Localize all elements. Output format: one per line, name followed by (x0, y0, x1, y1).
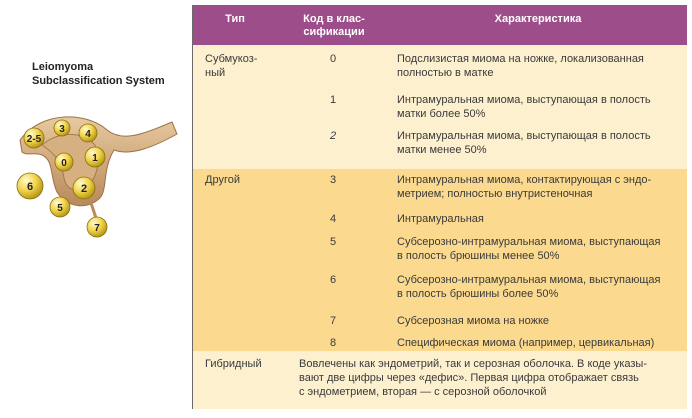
code-3: 3 (329, 174, 337, 186)
code-6: 6 (329, 274, 337, 286)
fibroid-label-2 (73, 177, 95, 199)
svg-text:0: 0 (61, 158, 67, 169)
classification-table (192, 5, 687, 409)
fibroid-label-4 (79, 124, 97, 142)
header-code: Код в клас- сификации (303, 13, 365, 38)
svg-text:2: 2 (80, 183, 88, 195)
desc-3: Интрамуральная миома, контактирующая с эндо- метрием; полностью внутристеночная (397, 174, 652, 200)
type-submucous: Субмукоз- ный (205, 53, 258, 79)
code-1: 1 (329, 94, 337, 106)
header-characteristic: Характеристика (494, 13, 582, 25)
header-type: Тип (225, 13, 245, 25)
desc-6: Субсерозно-интрамуральная миома, выступающая в полость брюшины более 50% (397, 274, 661, 300)
code-5: 5 (329, 236, 337, 248)
table-header (193, 5, 687, 45)
desc-7: Субсерозная миома на ножке (397, 315, 550, 327)
desc-8: Специфическая миома (например, цервикальная) (397, 337, 655, 349)
fibroid-label-5 (50, 197, 70, 217)
svg-text:4: 4 (85, 129, 91, 140)
type-hybrid: Гибридный (205, 358, 262, 370)
svg-text:1: 1 (92, 153, 98, 164)
svg-text:3: 3 (59, 124, 65, 135)
fibroid-label-6 (17, 173, 43, 199)
caption-line-1: Leiomyoma (32, 61, 94, 73)
desc-hybrid: Вовлечены как эндометрий, так и серозная оболочка. В коде указы- вают две цифры через «дефис». Первая цифра отображает связь с эндометрием, вторая — с серозной оболочкой (299, 358, 648, 398)
desc-4: Интрамуральная (397, 213, 484, 225)
fibroid-label-3 (54, 120, 70, 136)
figure-caption (32, 60, 165, 88)
svg-text:7: 7 (94, 223, 100, 234)
caption-line-2: Subclassification System (32, 75, 165, 87)
code-8: 8 (329, 337, 337, 349)
code-7: 7 (329, 315, 337, 327)
code-4: 4 (329, 213, 337, 225)
desc-0: Подслизистая миома на ножке, локализованная полностью в матке (397, 53, 644, 79)
desc-1: Интрамуральная миома, выступающая в полость матки более 50% (397, 94, 651, 120)
svg-text:5: 5 (57, 203, 63, 214)
svg-text:2-5: 2-5 (26, 134, 42, 145)
desc-5: Субсерозно-интрамуральная миома, выступающая в полость брюшины менее 50% (397, 236, 661, 262)
uterus-diagram (12, 100, 182, 250)
desc-2: Интрамуральная миома, выступающая в полость матки менее 50% (397, 130, 651, 156)
code-0: 0 (329, 53, 337, 65)
svg-text:6: 6 (26, 181, 34, 193)
fibroid-label-0 (55, 153, 73, 171)
fibroid-label-7 (87, 217, 107, 237)
type-other: Другой (205, 174, 240, 186)
fibroid-label-1 (85, 147, 105, 167)
code-2: 2 (329, 130, 337, 142)
fibroid-label-2-5 (24, 128, 44, 148)
